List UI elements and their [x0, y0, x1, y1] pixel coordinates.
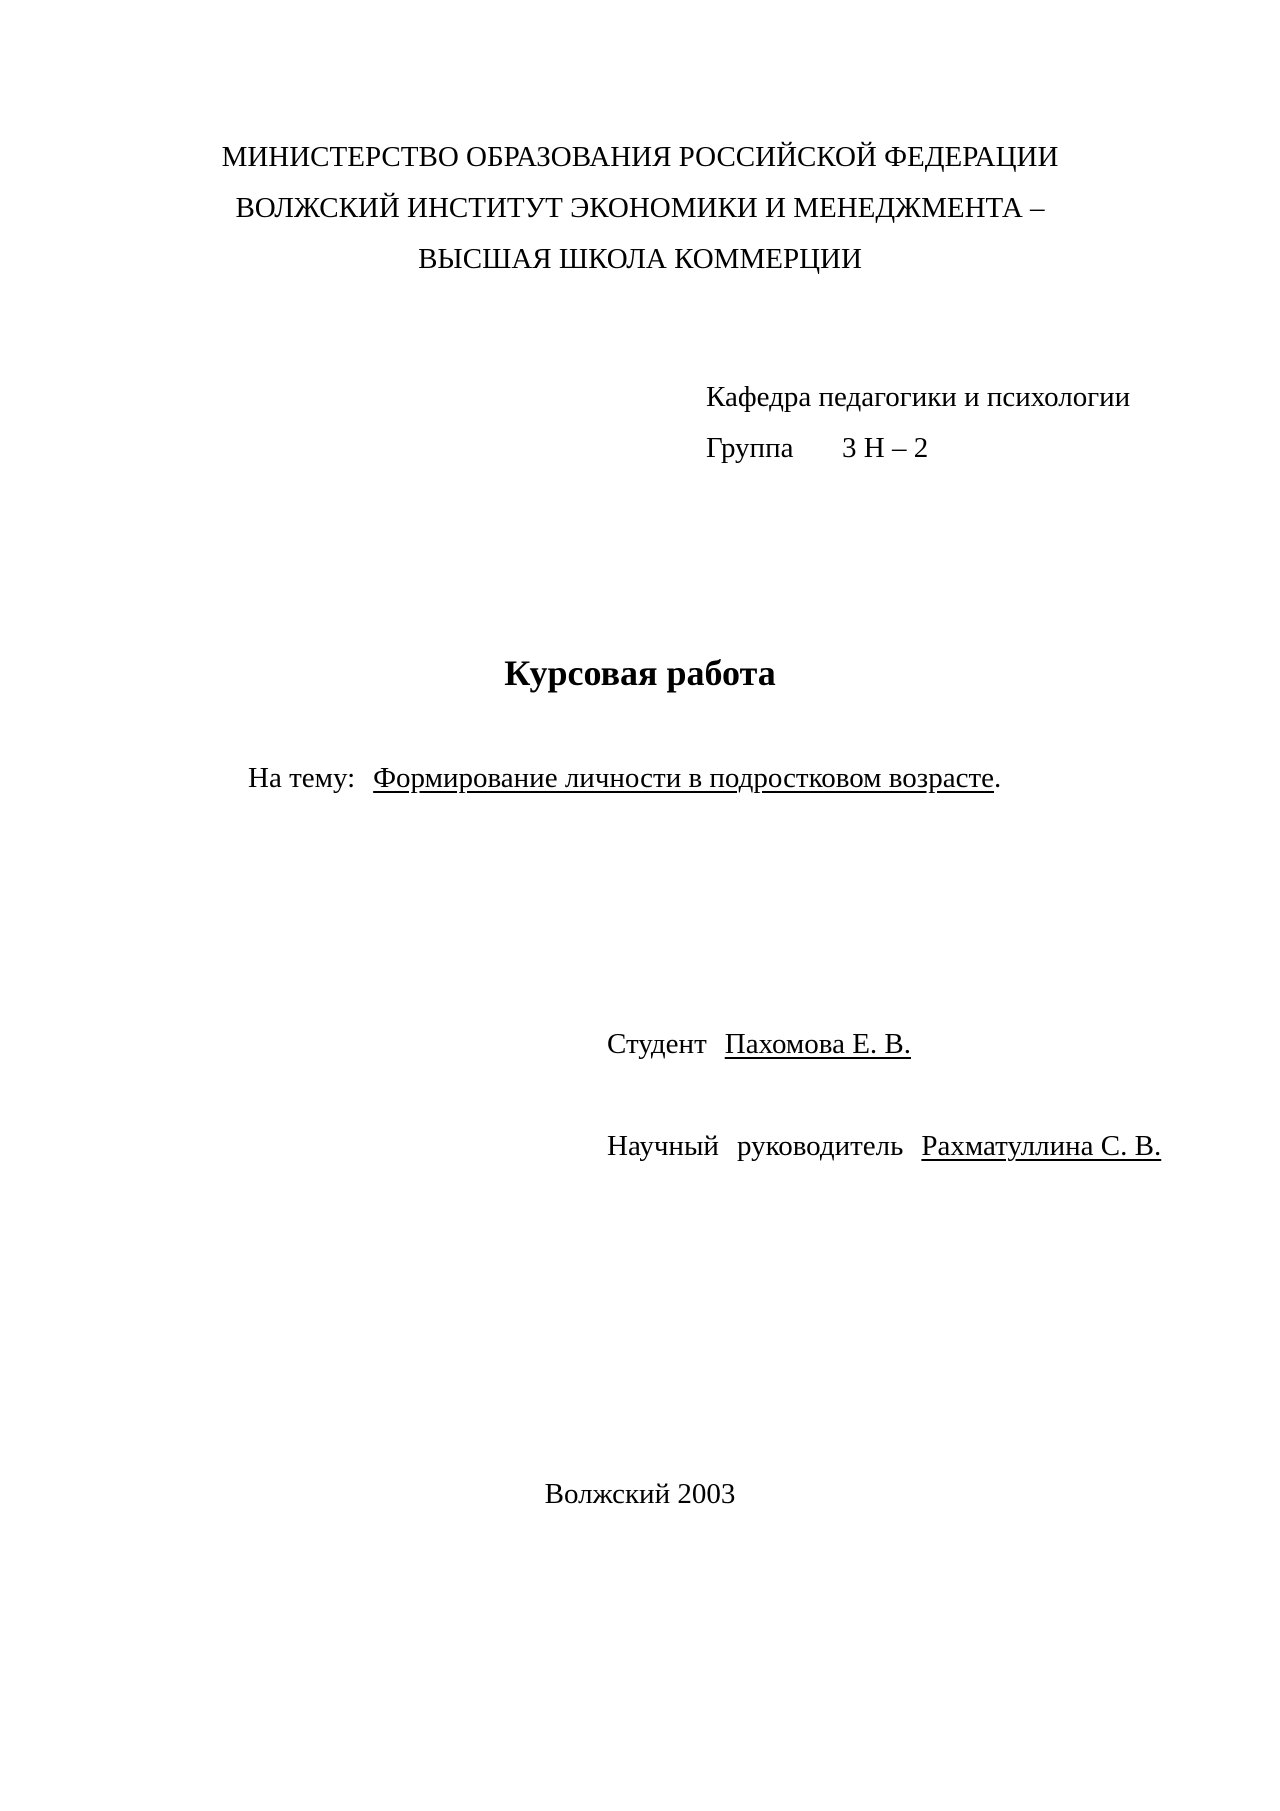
- institution-header: [0, 132, 1280, 285]
- institute-line: ВОЛЖСКИЙ ИНСТИТУТ ЭКОНОМИКИ И МЕНЕДЖМЕНТА –: [235, 192, 1045, 224]
- student-name: Пахомова Е. В.: [724, 1028, 911, 1060]
- student-label: Студент: [607, 1028, 707, 1060]
- topic-label: На тему:: [248, 762, 356, 794]
- school-line: ВЫСШАЯ ШКОЛА КОММЕРЦИИ: [418, 243, 862, 275]
- advisor-label-word1: Научный: [607, 1130, 719, 1162]
- department-block: [706, 372, 1130, 474]
- document-title: Курсовая работа: [504, 653, 776, 693]
- group-line: [706, 423, 1130, 474]
- topic-text: Формирование личности в подростковом возрасте: [373, 762, 995, 794]
- city-year: Волжский 2003: [544, 1478, 736, 1510]
- advisor-line: [607, 1130, 1201, 1163]
- department-name: Кафедра педагогики и психологии: [706, 381, 1131, 413]
- advisor-name: Рахматуллина С. В.: [921, 1130, 1162, 1162]
- student-name-field: [725, 1028, 919, 1060]
- topic-line: [248, 762, 1001, 795]
- advisor-name-field: [921, 1130, 1201, 1162]
- student-line: [607, 1028, 919, 1061]
- topic-suffix: .: [994, 762, 1002, 794]
- group-value: 3 Н – 2: [842, 432, 929, 464]
- ministry-line: МИНИСТЕРСТВО ОБРАЗОВАНИЯ РОССИЙСКОЙ ФЕДЕРАЦИИ: [221, 141, 1059, 173]
- advisor-label-word2: руководитель: [736, 1130, 904, 1162]
- group-label: Группа: [706, 432, 794, 464]
